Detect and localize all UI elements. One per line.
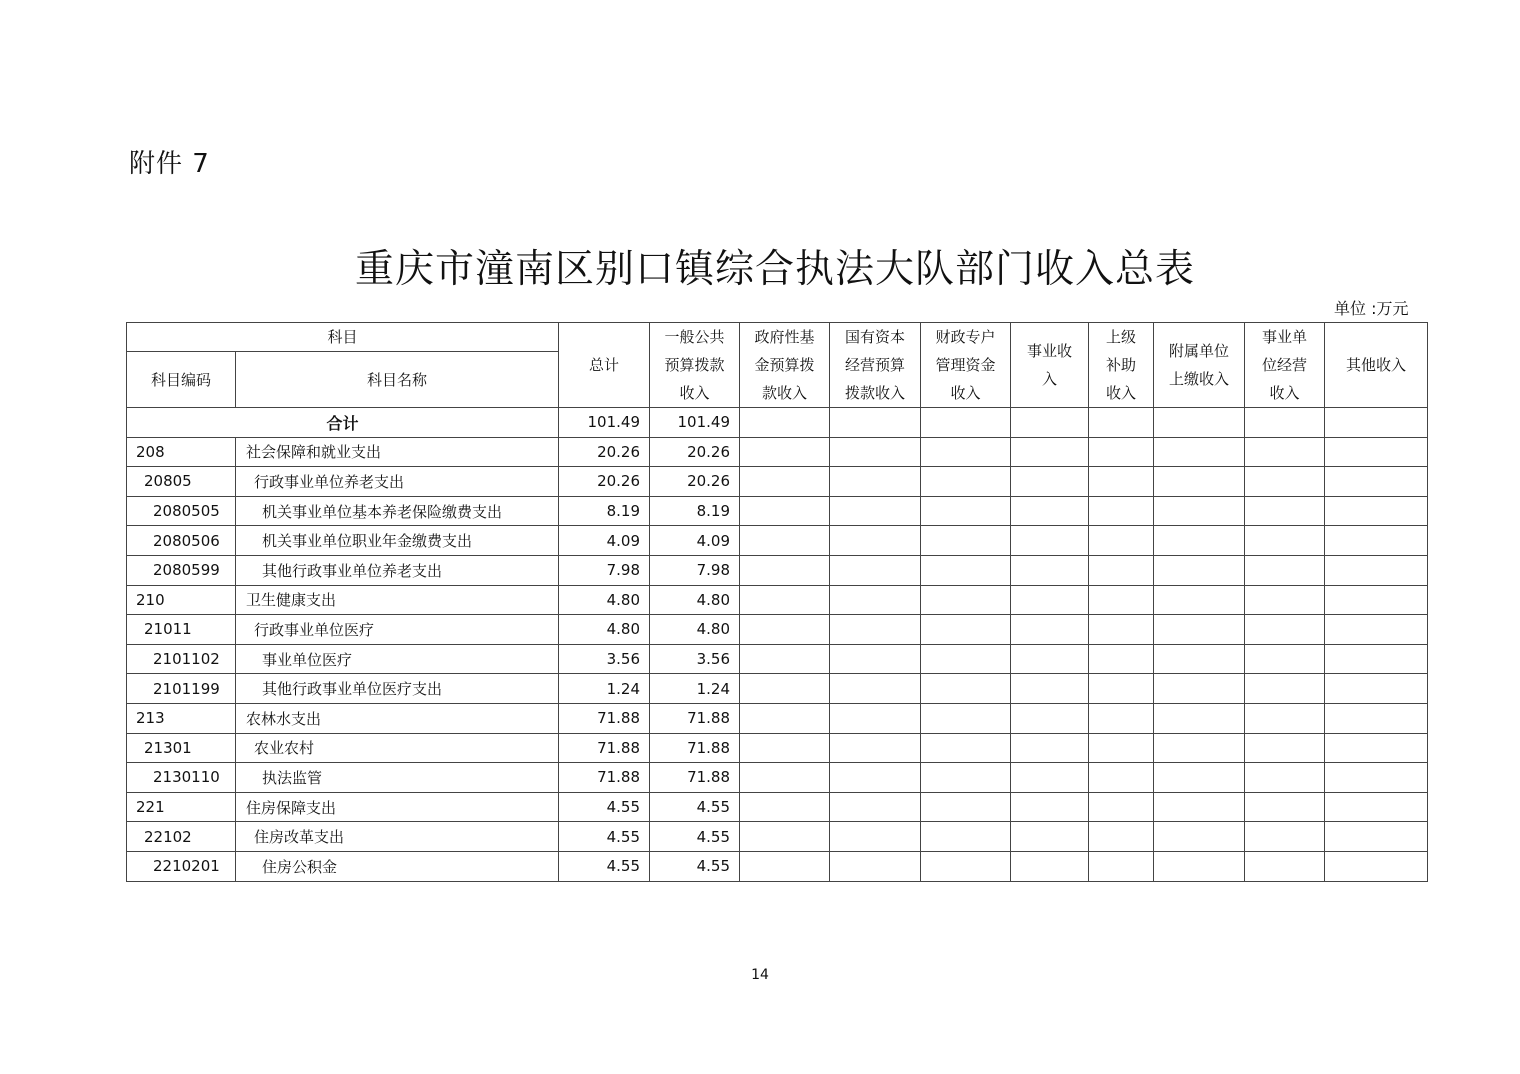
header-line: 金预算拨 — [754, 356, 815, 374]
empty-cell — [1245, 703, 1325, 733]
empty-cell — [921, 674, 1011, 704]
subject-name: 住房保障支出 — [236, 792, 559, 822]
table-row — [127, 792, 1428, 822]
empty-cell — [830, 822, 921, 852]
attachment-label: 附件 7 — [129, 149, 210, 179]
empty-cell — [740, 674, 830, 704]
table-row — [127, 437, 1428, 467]
empty-cell — [921, 644, 1011, 674]
empty-cell — [1011, 822, 1089, 852]
subject-code: 213 — [127, 703, 236, 733]
empty-cell — [740, 615, 830, 645]
empty-cell — [1089, 496, 1154, 526]
table-row — [127, 703, 1428, 733]
header-line: 经营预算 — [845, 356, 906, 374]
empty-cell — [1011, 408, 1089, 438]
empty-cell — [740, 703, 830, 733]
empty-cell — [1154, 644, 1245, 674]
empty-cell — [1154, 437, 1245, 467]
empty-cell — [1325, 615, 1428, 645]
header-line: 收入 — [679, 384, 710, 402]
empty-cell — [830, 644, 921, 674]
subject-code: 22102 — [127, 822, 236, 852]
subject-name: 农林水支出 — [236, 703, 559, 733]
empty-cell — [1245, 792, 1325, 822]
empty-cell — [1245, 526, 1325, 556]
empty-cell — [1089, 526, 1154, 556]
header-line: 预算拨款 — [664, 356, 725, 374]
empty-cell — [921, 851, 1011, 881]
header-line: 补助 — [1106, 356, 1137, 374]
empty-cell — [1325, 467, 1428, 497]
header-line: 收入 — [950, 384, 981, 402]
header-affiliated — [1154, 323, 1245, 408]
empty-cell — [740, 822, 830, 852]
table-row — [127, 644, 1428, 674]
subject-name: 行政事业单位养老支出 — [236, 467, 559, 497]
empty-cell — [830, 496, 921, 526]
total-value: 71.88 — [559, 763, 650, 793]
empty-cell — [1245, 467, 1325, 497]
empty-cell — [921, 437, 1011, 467]
header-subject: 科目 — [127, 323, 559, 352]
total-value: 4.09 — [559, 526, 650, 556]
header-total: 总计 — [559, 323, 650, 408]
empty-cell — [921, 496, 1011, 526]
empty-cell — [1154, 822, 1245, 852]
empty-cell — [830, 408, 921, 438]
subject-name: 行政事业单位医疗 — [236, 615, 559, 645]
subject-name: 事业单位医疗 — [236, 644, 559, 674]
header-line: 收入 — [1106, 384, 1137, 402]
empty-cell — [1011, 763, 1089, 793]
general-budget-value: 71.88 — [650, 703, 740, 733]
empty-cell — [1089, 792, 1154, 822]
empty-cell — [740, 496, 830, 526]
subject-code: 2101199 — [127, 674, 236, 704]
general-budget-value: 20.26 — [650, 467, 740, 497]
empty-cell — [740, 467, 830, 497]
general-budget-value: 4.80 — [650, 585, 740, 615]
empty-cell — [740, 585, 830, 615]
table-row — [127, 585, 1428, 615]
table-row — [127, 555, 1428, 585]
total-value: 20.26 — [559, 467, 650, 497]
empty-cell — [1245, 763, 1325, 793]
header-superior-subsidy — [1089, 323, 1154, 408]
empty-cell — [830, 763, 921, 793]
empty-cell — [921, 733, 1011, 763]
page-title: 重庆市潼南区别口镇综合执法大队部门收入总表 — [354, 247, 1195, 292]
table-row — [127, 851, 1428, 881]
empty-cell — [830, 851, 921, 881]
header-line: 款收入 — [762, 384, 808, 402]
empty-cell — [740, 763, 830, 793]
empty-cell — [1325, 822, 1428, 852]
empty-cell — [1011, 437, 1089, 467]
empty-cell — [1154, 555, 1245, 585]
subject-code: 2130110 — [127, 763, 236, 793]
empty-cell — [1011, 526, 1089, 556]
empty-cell — [1154, 526, 1245, 556]
empty-cell — [1154, 674, 1245, 704]
total-value: 8.19 — [559, 496, 650, 526]
general-budget-value: 4.55 — [650, 792, 740, 822]
empty-cell — [921, 763, 1011, 793]
empty-cell — [1089, 763, 1154, 793]
empty-cell — [1245, 733, 1325, 763]
empty-cell — [740, 792, 830, 822]
empty-cell — [740, 555, 830, 585]
empty-cell — [740, 851, 830, 881]
table-row — [127, 615, 1428, 645]
total-value: 4.55 — [559, 822, 650, 852]
subject-code: 2101102 — [127, 644, 236, 674]
table-row — [127, 822, 1428, 852]
header-business-income — [1011, 323, 1089, 408]
empty-cell — [921, 585, 1011, 615]
empty-cell — [1011, 674, 1089, 704]
empty-cell — [921, 467, 1011, 497]
empty-cell — [830, 555, 921, 585]
subject-code: 210 — [127, 585, 236, 615]
empty-cell — [830, 585, 921, 615]
header-line: 财政专户 — [935, 328, 996, 346]
empty-cell — [1245, 408, 1325, 438]
header-gov-fund — [740, 323, 830, 408]
total-value: 4.55 — [559, 851, 650, 881]
header-line: 拨款收入 — [845, 384, 906, 402]
header-line: 国有资本 — [845, 328, 906, 346]
empty-cell — [1325, 674, 1428, 704]
empty-cell — [1011, 467, 1089, 497]
empty-cell — [1325, 555, 1428, 585]
empty-cell — [1089, 615, 1154, 645]
empty-cell — [1245, 437, 1325, 467]
total-value: 71.88 — [559, 733, 650, 763]
empty-cell — [1245, 585, 1325, 615]
empty-cell — [830, 674, 921, 704]
table-row — [127, 674, 1428, 704]
empty-cell — [1011, 615, 1089, 645]
empty-cell — [830, 703, 921, 733]
empty-cell — [740, 526, 830, 556]
empty-cell — [1089, 703, 1154, 733]
header-line: 事业收 — [1027, 342, 1073, 360]
empty-cell — [1325, 526, 1428, 556]
empty-cell — [1011, 733, 1089, 763]
unit-label: 单位 :万元 — [1334, 299, 1409, 318]
header-other-income: 其他收入 — [1325, 323, 1428, 408]
empty-cell — [1154, 615, 1245, 645]
empty-cell — [1154, 733, 1245, 763]
empty-cell — [740, 644, 830, 674]
empty-cell — [740, 733, 830, 763]
total-value: 71.88 — [559, 703, 650, 733]
subject-code: 2080599 — [127, 555, 236, 585]
table-row — [127, 496, 1428, 526]
total-value: 3.56 — [559, 644, 650, 674]
header-general-budget — [650, 323, 740, 408]
total-value: 7.98 — [559, 555, 650, 585]
empty-cell — [1011, 555, 1089, 585]
table-row — [127, 733, 1428, 763]
empty-cell — [1154, 703, 1245, 733]
subject-code: 21011 — [127, 615, 236, 645]
empty-cell — [921, 526, 1011, 556]
empty-cell — [1325, 733, 1428, 763]
subject-code: 2210201 — [127, 851, 236, 881]
header-line: 上缴收入 — [1169, 370, 1230, 388]
general-budget-value: 3.56 — [650, 644, 740, 674]
empty-cell — [1245, 555, 1325, 585]
header-line: 政府性基 — [754, 328, 815, 346]
header-line: 上级 — [1106, 328, 1137, 346]
general-budget-value: 4.09 — [650, 526, 740, 556]
empty-cell — [830, 733, 921, 763]
table-row — [127, 467, 1428, 497]
empty-cell — [1154, 408, 1245, 438]
empty-cell — [921, 555, 1011, 585]
total-row — [127, 408, 1428, 438]
general-budget-value: 1.24 — [650, 674, 740, 704]
empty-cell — [1089, 822, 1154, 852]
subject-name: 农业农村 — [236, 733, 559, 763]
empty-cell — [921, 703, 1011, 733]
subject-code: 208 — [127, 437, 236, 467]
empty-cell — [1089, 733, 1154, 763]
subject-name: 住房公积金 — [236, 851, 559, 881]
empty-cell — [1154, 851, 1245, 881]
empty-cell — [1011, 644, 1089, 674]
subject-code: 21301 — [127, 733, 236, 763]
empty-cell — [1089, 644, 1154, 674]
total-value: 1.24 — [559, 674, 650, 704]
subject-name: 执法监管 — [236, 763, 559, 793]
total-value: 4.80 — [559, 585, 650, 615]
total-value: 101.49 — [559, 408, 650, 438]
empty-cell — [1325, 408, 1428, 438]
empty-cell — [1245, 644, 1325, 674]
subject-code: 221 — [127, 792, 236, 822]
general-budget-value: 4.55 — [650, 851, 740, 881]
empty-cell — [1089, 851, 1154, 881]
table-row — [127, 763, 1428, 793]
empty-cell — [1089, 555, 1154, 585]
empty-cell — [1154, 496, 1245, 526]
income-summary-table — [126, 322, 1428, 882]
empty-cell — [830, 437, 921, 467]
total-value: 4.80 — [559, 615, 650, 645]
header-line: 事业单 — [1262, 328, 1308, 346]
header-line: 入 — [1042, 370, 1058, 388]
empty-cell — [830, 615, 921, 645]
empty-cell — [1245, 851, 1325, 881]
empty-cell — [1154, 467, 1245, 497]
empty-cell — [1011, 851, 1089, 881]
header-state-capital — [830, 323, 921, 408]
total-label: 合计 — [127, 408, 559, 438]
general-budget-value: 4.80 — [650, 615, 740, 645]
empty-cell — [1154, 585, 1245, 615]
empty-cell — [1325, 585, 1428, 615]
empty-cell — [1325, 763, 1428, 793]
page-number: 14 — [751, 967, 769, 983]
table-row — [127, 526, 1428, 556]
empty-cell — [1325, 644, 1428, 674]
header-line: 收入 — [1269, 384, 1300, 402]
empty-cell — [921, 792, 1011, 822]
empty-cell — [1011, 792, 1089, 822]
subject-code: 2080506 — [127, 526, 236, 556]
general-budget-value: 4.55 — [650, 822, 740, 852]
subject-name: 住房改革支出 — [236, 822, 559, 852]
general-budget-value: 20.26 — [650, 437, 740, 467]
empty-cell — [1325, 851, 1428, 881]
header-subject-code: 科目编码 — [127, 352, 236, 408]
empty-cell — [921, 822, 1011, 852]
empty-cell — [1154, 792, 1245, 822]
subject-name: 其他行政事业单位医疗支出 — [236, 674, 559, 704]
empty-cell — [1011, 496, 1089, 526]
header-line: 一般公共 — [664, 328, 725, 346]
empty-cell — [740, 408, 830, 438]
total-value: 20.26 — [559, 437, 650, 467]
general-budget-value: 101.49 — [650, 408, 740, 438]
header-fiscal-special — [921, 323, 1011, 408]
empty-cell — [1245, 496, 1325, 526]
empty-cell — [1089, 674, 1154, 704]
empty-cell — [1154, 763, 1245, 793]
empty-cell — [921, 615, 1011, 645]
header-subject-name: 科目名称 — [236, 352, 559, 408]
empty-cell — [1089, 408, 1154, 438]
empty-cell — [1245, 615, 1325, 645]
general-budget-value: 7.98 — [650, 555, 740, 585]
empty-cell — [1245, 822, 1325, 852]
empty-cell — [921, 408, 1011, 438]
subject-name: 卫生健康支出 — [236, 585, 559, 615]
empty-cell — [1245, 674, 1325, 704]
empty-cell — [1011, 703, 1089, 733]
general-budget-value: 71.88 — [650, 733, 740, 763]
empty-cell — [1325, 496, 1428, 526]
general-budget-value: 8.19 — [650, 496, 740, 526]
header-line: 管理资金 — [935, 356, 996, 374]
subject-name: 社会保障和就业支出 — [236, 437, 559, 467]
empty-cell — [1325, 703, 1428, 733]
empty-cell — [830, 526, 921, 556]
general-budget-value: 71.88 — [650, 763, 740, 793]
subject-code: 20805 — [127, 467, 236, 497]
empty-cell — [830, 467, 921, 497]
subject-name: 机关事业单位基本养老保险缴费支出 — [236, 496, 559, 526]
subject-name: 其他行政事业单位养老支出 — [236, 555, 559, 585]
subject-code: 2080505 — [127, 496, 236, 526]
empty-cell — [1089, 585, 1154, 615]
header-line: 位经营 — [1262, 356, 1308, 374]
subject-name: 机关事业单位职业年金缴费支出 — [236, 526, 559, 556]
empty-cell — [1325, 437, 1428, 467]
empty-cell — [1325, 792, 1428, 822]
header-line: 附属单位 — [1169, 342, 1230, 360]
empty-cell — [740, 437, 830, 467]
empty-cell — [1089, 467, 1154, 497]
empty-cell — [830, 792, 921, 822]
empty-cell — [1011, 585, 1089, 615]
empty-cell — [1089, 437, 1154, 467]
total-value: 4.55 — [559, 792, 650, 822]
header-business-operation — [1245, 323, 1325, 408]
